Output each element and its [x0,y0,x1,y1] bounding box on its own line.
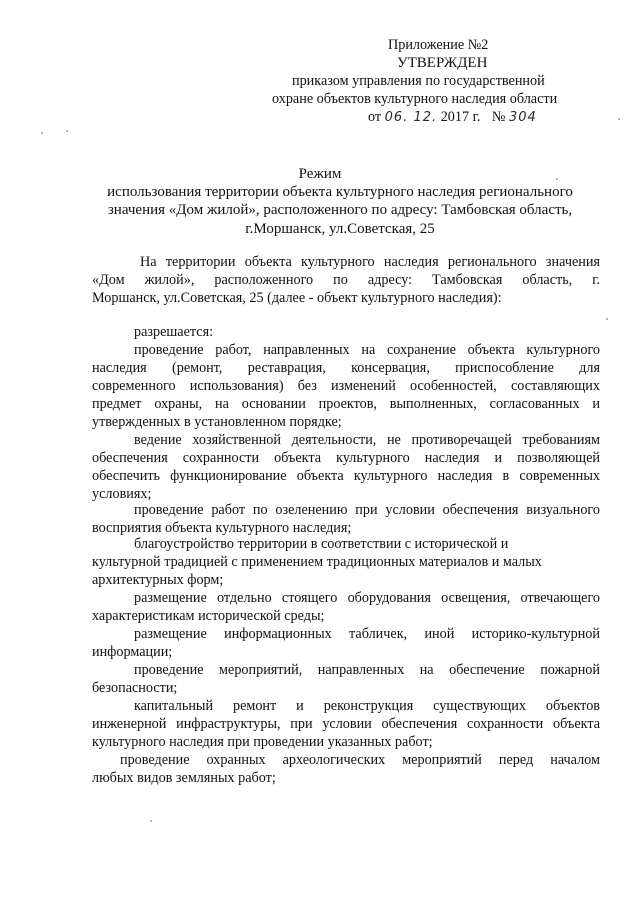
scan-speck [66,130,68,132]
item-1-line-2: наследия (ремонт, реставрация, консервация, приспособление для [92,360,600,376]
handwritten-number: 304 [509,110,537,125]
item-2-line-4: условиях; [92,486,152,502]
scan-speck [606,318,608,320]
item-1-line-4: предмет охраны, на основании проектов, выполненных, согласованных и [92,396,600,412]
item-2-line-1: ведение хозяйственной деятельности, не противоречащей требованиям [134,432,600,448]
number-prefix: № [491,109,506,125]
item-1-line-5: утвержденных в установленном порядке; [92,414,342,430]
order-line-2: охране объектов культурного наследия области [272,91,558,107]
item-6-line-1: размещение информационных табличек, иной историко-культурной [134,626,600,642]
item-4-line-2: культурной традицией с применением традиционных материалов и малых [92,554,542,570]
intro-line-2: «Дом жилой», расположенного по адресу: Тамбовская область, г. [92,272,600,288]
approved-label: УТВЕРЖДЕН [397,55,488,71]
item-3-line-2: восприятия объекта культурного наследия; [92,520,352,536]
title-line-2: значения «Дом жилой», расположенного по адресу: Тамбовская область, [107,202,573,218]
item-2-line-3: обеспечить функционирование объекта культурного наследия в современных [92,468,600,484]
scan-speck [618,118,620,120]
item-4-line-1: благоустройство территории в соответствии с исторической и [134,536,509,552]
intro-line-3: Моршанск, ул.Советская, 25 (далее - объект культурного наследия): [92,290,502,306]
order-date-line [368,109,537,126]
item-7-line-2: безопасности; [92,680,178,696]
item-9-line-1: проведение охранных археологических мероприятий перед началом [120,752,600,768]
item-4-line-3: архитектурных форм; [92,572,224,588]
item-6-line-2: информации; [92,644,173,660]
scan-speck [150,820,152,822]
item-8-line-2: инженерной инфраструктуры, при условии обеспечения сохранности объекта [92,716,600,732]
date-prefix: от [368,109,382,125]
item-2-line-2: обеспечения сохранности объекта культурного наследия и позволяющей [92,450,600,466]
item-8-line-3: культурного наследия при проведении указанных работ; [92,734,433,750]
item-1-line-3: современного использования) без изменений особенностей, составляющих [92,378,600,394]
title-line-3: г.Моршанск, ул.Советская, 25 [245,221,435,237]
scan-speck [41,132,43,134]
item-3-line-1: проведение работ по озеленению при условии обеспечения визуального [134,502,600,518]
title-line-1: использования территории объекта культурного наследия регионального [107,184,573,200]
title-word: Режим [298,166,342,182]
scan-speck [556,178,558,180]
item-1-line-1: проведение работ, направленных на сохранение объекта культурного [134,342,600,358]
order-line-1: приказом управления по государственной [292,73,545,89]
item-5-line-1: размещение отдельно стоящего оборудования освещения, отвечающего [134,590,600,606]
intro-line-1: На территории объекта культурного наследия регионального значения [140,254,600,270]
item-8-line-1: капитальный ремонт и реконструкция существующих объектов [134,698,600,714]
item-7-line-1: проведение мероприятий, направленных на обеспечение пожарной [134,662,600,678]
appendix-label: Приложение №2 [388,37,489,53]
handwritten-date: 06. 12. [384,110,438,125]
item-5-line-2: характеристикам исторической среды; [92,608,325,624]
item-9-line-2: любых видов земляных работ; [92,770,276,786]
date-year: 2017 г. [440,109,481,125]
allowed-heading: разрешается: [134,324,214,340]
